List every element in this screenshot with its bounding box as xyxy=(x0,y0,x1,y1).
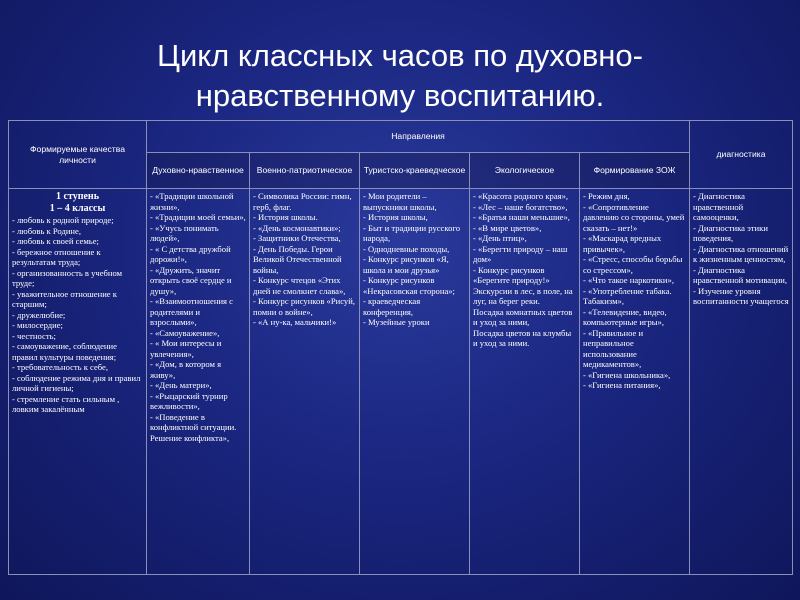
health-cell xyxy=(580,189,690,575)
health-item: - «Правильное и неправильное использование медикаментов», xyxy=(583,327,644,369)
spiritual-item: - «Дружить, значит открыть своё сердце и душу», xyxy=(150,264,232,296)
subheader-ecology: Экологическое xyxy=(470,153,580,189)
diagnostics-item: - Изучение уровня воспитанности учащегося xyxy=(693,285,789,306)
diagnostics-item: - Диагностика нравственной самооценки, xyxy=(693,191,745,222)
ecology-item: - «В мире цветов», xyxy=(473,222,542,233)
header-directions: Направления xyxy=(147,121,690,153)
patriotic-item: - «А ну-ка, мальчики!» xyxy=(253,317,337,327)
health-item: - «Стресс, способы борьбы со стрессом», xyxy=(583,254,683,275)
ecology-item: - «Красота родного края», xyxy=(473,191,569,201)
ecology-item: Экскурсии в лес, в поле, на луг, на берег реки. xyxy=(473,285,573,306)
quality-item: - требовательность к себе, xyxy=(12,362,108,372)
spiritual-list xyxy=(150,191,246,443)
tourism-item: - Музейные уроки xyxy=(363,317,430,327)
subheader-spiritual: Духовно-нравственное xyxy=(147,153,250,189)
ecology-item: Посадка комнатных цветов и уход за ними, xyxy=(473,306,573,327)
quality-item: - бережное отношение к результатам труда; xyxy=(12,246,101,267)
patriotic-item: - Символика России: гимн, герб, флаг. xyxy=(253,191,352,212)
spiritual-item: - «Традиции моей семьи», xyxy=(150,212,246,222)
patriotic-item: - История школы. xyxy=(253,212,318,222)
stage-line-1: 1 ступень xyxy=(56,191,99,202)
classroom-hours-table xyxy=(8,120,793,575)
diagnostics-item: - Диагностика этики поведения, xyxy=(693,222,768,243)
spiritual-item: - « Мои интересы и увлечения», xyxy=(150,338,222,359)
diagnostics-list xyxy=(693,191,789,307)
quality-item: - любовь к своей семье; xyxy=(12,236,99,246)
diagnostics-item: - Диагностика нравственной мотивации, xyxy=(693,264,788,285)
spiritual-item: - « С детства дружбой дорожи!», xyxy=(150,243,231,264)
tourism-item: - История школы, xyxy=(363,212,428,222)
diagnostics-item: - Диагностика отношений к жизненным ценностям, xyxy=(693,243,789,264)
header-diagnostics: диагностика xyxy=(690,121,793,189)
ecology-item: - Конкурс рисунков «Берегите природу!» xyxy=(473,264,550,285)
ecology-item: - «Лес – наше богатство», xyxy=(473,201,568,212)
health-item: - Режим дня, xyxy=(583,191,630,201)
spiritual-cell xyxy=(147,189,250,575)
tourism-item: - Мои родители – выпускники школы, xyxy=(363,191,437,212)
stage-line-2: 1 – 4 классы xyxy=(49,203,106,214)
health-item: - «Гигиена школьника», xyxy=(583,369,671,380)
quality-item: - уважительное отношение к старшим; xyxy=(12,288,117,309)
stage-label xyxy=(12,191,143,215)
patriotic-list xyxy=(253,191,356,328)
table-header-row xyxy=(9,121,793,153)
slide-title-line-2: нравственному воспитанию. xyxy=(195,78,605,113)
spiritual-item: - «Дом, в котором я живу», xyxy=(150,359,222,380)
quality-item: - любовь к Родине, xyxy=(12,225,81,236)
quality-item: - стремление стать сильным , ловким закалённым xyxy=(12,393,120,414)
ecology-item: Посадка цветов на клумбы и уход за ними. xyxy=(473,327,572,348)
tourism-item: - Быт и традиции русского народа, xyxy=(363,222,461,243)
quality-item: - честность; xyxy=(12,330,56,341)
health-item: - «Что такое наркотики», xyxy=(583,275,674,285)
quality-item: - милосердие; xyxy=(12,320,63,330)
health-item: - «Сопротивление давлению со стороны, умей сказать – нет!» xyxy=(583,201,685,233)
ecology-cell xyxy=(470,189,580,575)
diagnostics-cell xyxy=(690,189,793,575)
spiritual-item: - «Традиции школьной жизни», xyxy=(150,191,234,212)
tourism-item: - Однодневные походы, xyxy=(363,243,450,254)
patriotic-item: - Конкурс рисунков «Рисуй, помни о войне», xyxy=(253,296,355,317)
spiritual-item: - «Самоуважение», xyxy=(150,327,220,338)
quality-item: - дружелюбие; xyxy=(12,309,66,320)
tourism-item: - Конкурс рисунков «Некрасовская сторона»; xyxy=(363,275,455,296)
quality-item: - самоуважение, соблюдение правил культуры поведения; xyxy=(12,341,117,362)
subheader-tourism: Туристско-краеведческое xyxy=(360,153,470,189)
spiritual-item: - «День матери», xyxy=(150,380,212,390)
ecology-list xyxy=(473,191,576,349)
health-list xyxy=(583,191,686,391)
quality-item: - соблюдение режима дня и правил личной гигиены; xyxy=(12,372,141,393)
ecology-item: - «Берегти природу – наш дом» xyxy=(473,243,568,264)
health-item: - «Употребление табака. Табакизм», xyxy=(583,285,672,306)
patriotic-item: - «День космонавтики»; xyxy=(253,222,341,233)
spiritual-item: - «Учусь понимать людей», xyxy=(150,222,219,243)
slide-title-line-1: Цикл классных часов по духовно- xyxy=(157,38,643,73)
tourism-item: - краеведческая конференция, xyxy=(363,296,421,317)
qualities-list xyxy=(12,215,143,415)
patriotic-item: - Защитники Отечества, xyxy=(253,233,341,243)
spiritual-item: - «Рыцарский турнир вежливости», xyxy=(150,390,228,411)
header-qualities: Формируемые качества личности xyxy=(9,121,147,189)
health-item: - «Гигиена питания», xyxy=(583,380,661,390)
patriotic-cell xyxy=(250,189,360,575)
patriotic-item: - Конкурс чтецов «Этих дней не смолкнет слава», xyxy=(253,275,346,296)
tourism-cell xyxy=(360,189,470,575)
slide-title xyxy=(0,36,800,116)
tourism-item: - Конкурс рисунков «Я, школа и мои друзья» xyxy=(363,254,449,275)
tourism-list xyxy=(363,191,466,328)
spiritual-item: - «Взаимоотношения с родителями и взрослыми», xyxy=(150,296,233,327)
subheader-health: Формирование ЗОЖ xyxy=(580,153,690,189)
quality-item: - любовь к родной природе; xyxy=(12,215,114,225)
ecology-item: - «День птиц», xyxy=(473,233,527,243)
health-item: - «Телевидение, видео, компьютерные игры», xyxy=(583,306,667,327)
patriotic-item: - День Победы. Герои Великой Отечественной войны, xyxy=(253,243,342,275)
quality-item: - организованность в учебном труде; xyxy=(12,267,123,288)
subheader-patriotic: Военно-патриотическое xyxy=(250,153,360,189)
qualities-cell xyxy=(9,189,147,575)
table-row-stage-1 xyxy=(9,189,793,575)
spiritual-item: - «Поведение в конфликтной ситуации. Решение конфликта», xyxy=(150,411,237,443)
ecology-item: - «Братья наши меньшие», xyxy=(473,212,570,222)
health-item: - «Маскарад вредных привычек», xyxy=(583,233,662,254)
